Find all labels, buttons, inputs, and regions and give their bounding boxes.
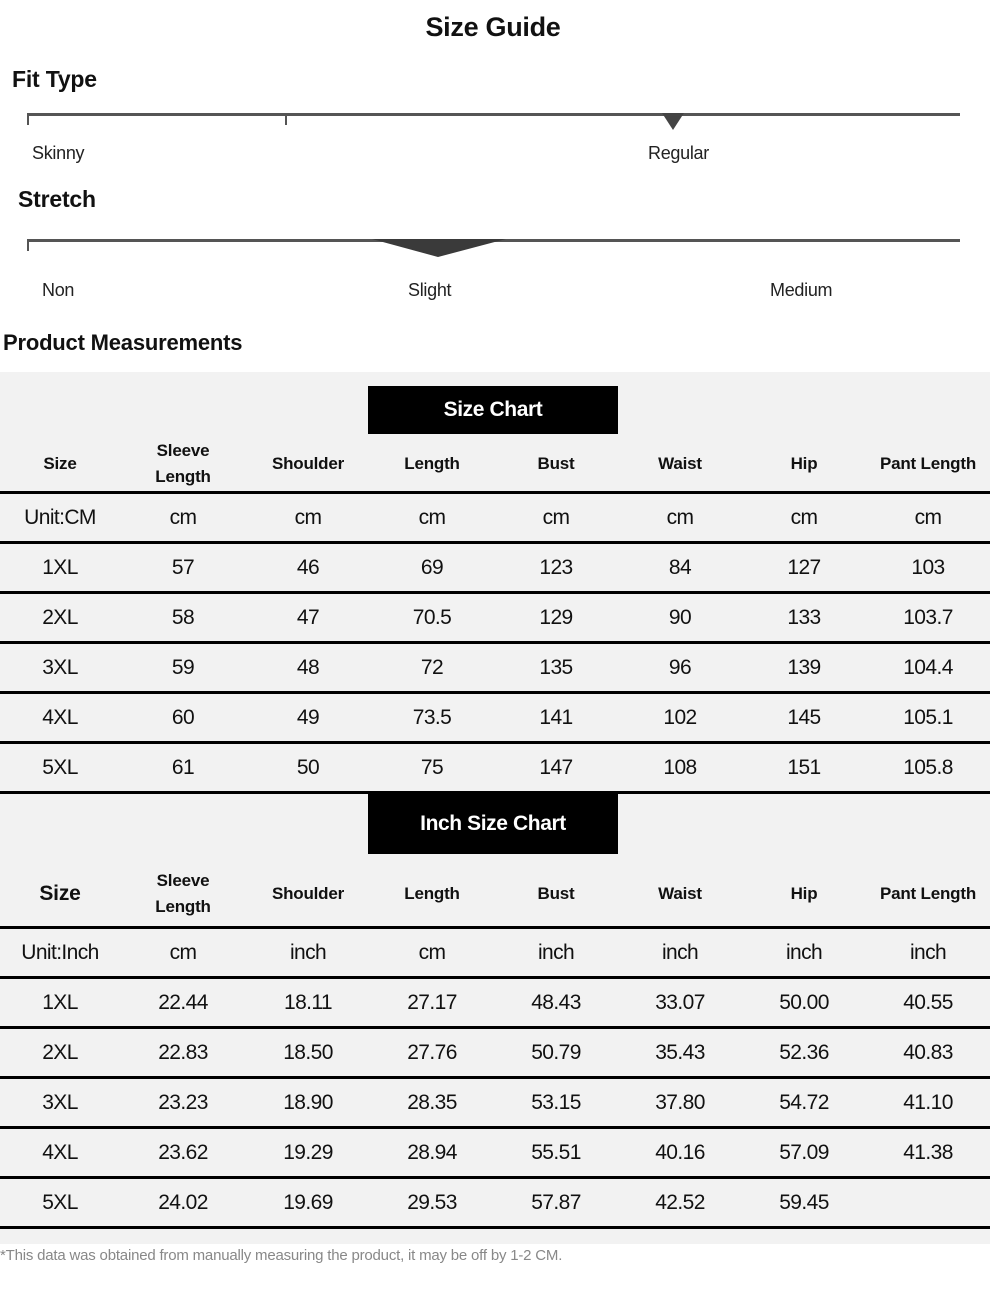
value-cell: 52.36 [779, 1041, 829, 1064]
unit-cell: cm [666, 506, 694, 529]
value-cell: 19.69 [283, 1191, 333, 1214]
unit-cell: inch [785, 941, 823, 964]
value-cell: 49 [296, 706, 320, 729]
unit-cell: cm [914, 506, 942, 529]
value-cell: 42.52 [655, 1191, 705, 1214]
table-row [0, 1079, 990, 1127]
size-cell: 4XL [42, 1141, 78, 1164]
value-cell: 75 [420, 756, 444, 779]
unit-cell: inch [537, 941, 575, 964]
header-shoulder: Shoulder [271, 884, 345, 903]
table-row [0, 694, 990, 742]
value-cell: 103 [911, 556, 945, 579]
fit-type-option-regular: Regular [648, 143, 709, 163]
table-row [0, 1179, 990, 1227]
value-cell: 29.53 [407, 1191, 457, 1214]
unit-cell: cm [790, 506, 818, 529]
table-row [0, 644, 990, 692]
fit-type-option-skinny: Skinny [32, 143, 85, 163]
unit-cell: Unit:CM [24, 506, 96, 529]
size-cell: 5XL [42, 1191, 78, 1214]
value-cell: 22.44 [158, 991, 208, 1014]
page-title: Size Guide [425, 12, 561, 42]
value-cell: 18.50 [283, 1041, 333, 1064]
value-cell: 103.7 [903, 606, 953, 629]
stretch-label: Stretch [18, 186, 96, 212]
stretch-tick-start [27, 240, 29, 251]
fit-type-scale-line [27, 113, 960, 116]
value-cell: 59 [171, 656, 195, 679]
unit-cell: inch [909, 941, 947, 964]
value-cell: 60 [171, 706, 195, 729]
value-cell: 53.15 [531, 1091, 581, 1114]
size-cell: 3XL [42, 1091, 78, 1114]
size-cell: 5XL [42, 756, 78, 779]
value-cell: 123 [539, 556, 573, 579]
value-cell: 19.29 [283, 1141, 333, 1164]
size-chart-unit-row [0, 494, 990, 542]
value-cell: 84 [668, 556, 692, 579]
value-cell: 102 [663, 706, 697, 729]
value-cell: 105.8 [903, 756, 953, 779]
header-length: Length [404, 884, 460, 903]
stretch-option-medium: Medium [770, 280, 833, 300]
table-row [0, 544, 990, 592]
value-cell: 48 [296, 656, 320, 679]
header-bust: Bust [537, 884, 575, 903]
value-cell: 28.94 [407, 1141, 457, 1164]
fit-type-tick-mid [285, 114, 287, 125]
value-cell: 35.43 [655, 1041, 705, 1064]
value-cell: 41.38 [903, 1141, 953, 1164]
value-cell: 28.35 [407, 1091, 457, 1114]
size-chart-header-row [0, 436, 990, 492]
fit-type-marker-icon [662, 113, 684, 130]
value-cell: 48.43 [531, 991, 581, 1014]
value-cell: 46 [296, 556, 320, 579]
fit-type-label: Fit Type [12, 66, 97, 92]
value-cell: 40.16 [655, 1141, 705, 1164]
inch-chart-header-row [0, 862, 990, 926]
size-cell: 2XL [42, 1041, 78, 1064]
value-cell: 50 [296, 756, 320, 779]
size-cell: 2XL [42, 606, 78, 629]
header-bust: Bust [537, 454, 575, 473]
unit-cell: cm [542, 506, 570, 529]
fit-type-tick-start [27, 114, 29, 125]
value-cell: 108 [663, 756, 697, 779]
table-row [0, 979, 990, 1027]
value-cell: 151 [787, 756, 821, 779]
stretch-marker-icon [372, 239, 506, 257]
stretch-option-slight: Slight [408, 280, 452, 300]
value-cell: 27.76 [407, 1041, 457, 1064]
value-cell: 18.11 [284, 991, 332, 1014]
header-size: Size [39, 882, 81, 905]
unit-cell: inch [661, 941, 699, 964]
value-cell: 61 [171, 756, 195, 779]
value-cell: 23.62 [158, 1141, 208, 1164]
value-cell: 57.87 [531, 1191, 581, 1214]
value-cell: 50.00 [779, 991, 829, 1014]
value-cell: 133 [787, 606, 821, 629]
value-cell: 50.79 [531, 1041, 581, 1064]
value-cell: 90 [668, 606, 692, 629]
product-measurements-label: Product Measurements [3, 330, 243, 355]
header-waist: Waist [658, 454, 702, 473]
table-row [0, 744, 990, 792]
value-cell: 27.17 [407, 991, 457, 1014]
value-cell: 18.90 [283, 1091, 333, 1114]
value-cell: 69 [420, 556, 444, 579]
unit-cell: Unit:Inch [21, 941, 99, 964]
table-row [0, 594, 990, 642]
header-sleeve-length: Sleeve Length [155, 441, 211, 486]
unit-cell: inch [289, 941, 327, 964]
value-cell: 141 [539, 706, 573, 729]
unit-cell: cm [169, 506, 197, 529]
value-cell: 72 [420, 656, 444, 679]
value-cell: 104.4 [903, 656, 953, 679]
value-cell: 96 [668, 656, 692, 679]
header-size: Size [43, 454, 77, 473]
value-cell: 139 [787, 656, 821, 679]
value-cell: 59.45 [779, 1191, 829, 1214]
inch-size-chart-title: Inch Size Chart [368, 794, 618, 854]
size-cell: 4XL [42, 706, 78, 729]
header-hip: Hip [790, 454, 818, 473]
value-cell: 22.83 [158, 1041, 208, 1064]
unit-cell: cm [294, 506, 322, 529]
unit-cell: cm [418, 506, 446, 529]
value-cell: 41.10 [903, 1091, 953, 1114]
size-cell: 1XL [42, 556, 78, 579]
value-cell: 58 [171, 606, 195, 629]
row-divider [0, 1226, 990, 1229]
header-pant-length: Pant Length [879, 454, 976, 473]
value-cell: 135 [539, 656, 573, 679]
header-sleeve-length: Sleeve Length [155, 871, 211, 916]
size-cell: 3XL [42, 656, 78, 679]
value-cell: 127 [787, 556, 821, 579]
table-row [0, 1129, 990, 1177]
value-cell: 33.07 [655, 991, 705, 1014]
value-cell: 40.83 [903, 1041, 953, 1064]
value-cell: 24.02 [158, 1191, 208, 1214]
unit-cell: cm [169, 941, 197, 964]
header-length: Length [404, 454, 460, 473]
header-hip: Hip [790, 884, 818, 903]
value-cell: 73.5 [412, 706, 452, 729]
table-row [0, 1029, 990, 1077]
value-cell: 105.1 [903, 706, 953, 729]
value-cell: 129 [539, 606, 573, 629]
unit-cell: cm [418, 941, 446, 964]
footnote: *This data was obtained from manually measuring the product, it may be off by 1-2 CM. [0, 1247, 563, 1264]
size-cell: 1XL [42, 991, 78, 1014]
value-cell: 147 [539, 756, 573, 779]
value-cell: 57.09 [779, 1141, 829, 1164]
value-cell: 55.51 [531, 1141, 581, 1164]
value-cell: 47 [296, 606, 320, 629]
value-cell: 54.72 [779, 1091, 829, 1114]
stretch-option-non: Non [42, 280, 75, 300]
value-cell: 145 [787, 706, 821, 729]
header-waist: Waist [658, 884, 702, 903]
value-cell: 23.23 [158, 1091, 208, 1114]
value-cell: 70.5 [412, 606, 452, 629]
value-cell: 40.55 [903, 991, 953, 1014]
value-cell: 57 [171, 556, 195, 579]
header-pant-length: Pant Length [879, 884, 976, 903]
inch-chart-unit-row [0, 929, 990, 977]
size-chart-title: Size Chart [368, 386, 618, 434]
value-cell: 37.80 [655, 1091, 705, 1114]
header-shoulder: Shoulder [271, 454, 345, 473]
